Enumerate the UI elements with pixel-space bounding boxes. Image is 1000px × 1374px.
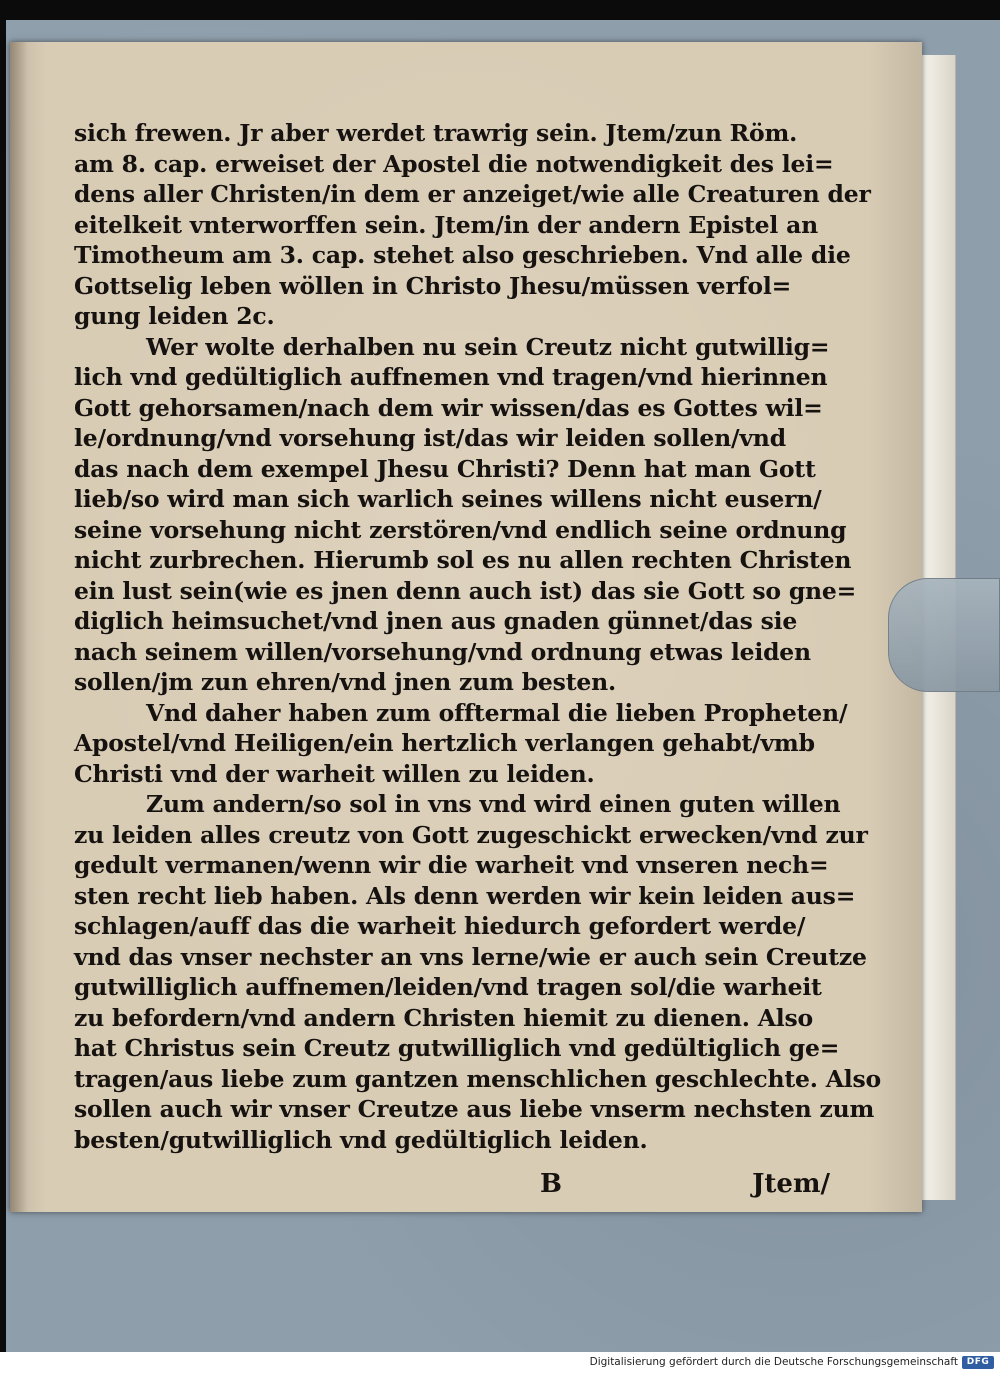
text-line: sten recht lieb haben. Als denn werden wir kein leiden aus= <box>74 881 856 910</box>
text-line: vnd das vnser nechster an vns lerne/wie er auch sein Creutze <box>74 942 867 971</box>
text-line: besten/gutwilliglich vnd gedültiglich leiden. <box>74 1125 648 1154</box>
text-line: zu befordern/vnd andern Christen hiemit zu dienen. Also <box>74 1003 813 1032</box>
footer-bar <box>0 1352 1000 1374</box>
paragraph-start-line: Zum andern/so sol in vns vnd wird einen guten willen <box>146 790 841 818</box>
text-line: ein lust sein(wie es jnen denn auch ist) das sie Gott so gne= <box>74 576 857 605</box>
signature-mark: B <box>540 1169 562 1199</box>
text-line: eitelkeit vnterworffen sein. Jtem/in der andern Epistel an <box>74 210 819 239</box>
gutter-shadow <box>10 42 28 1212</box>
catchword: Jtem/ <box>752 1169 830 1199</box>
text-line: sollen auch wir vnser Creutze aus liebe vnserm nechsten zum <box>74 1095 875 1123</box>
text-line: am 8. cap. erweiset der Apostel die notwendigkeit des lei= <box>74 149 834 178</box>
text-line: dens aller Christen/in dem er anzeiget/wie alle Creaturen der <box>74 180 871 208</box>
paragraph-start-line: Wer wolte derhalben nu sein Creutz nicht gutwillig= <box>146 332 830 361</box>
text-line: hat Christus sein Creutz gutwilliglich vnd gedültiglich ge= <box>74 1034 840 1062</box>
text-line: nicht zurbrechen. Hierumb sol es nu allen rechten Christen <box>74 546 852 574</box>
text-line: schlagen/auff das die warheit hiedurch gefordert werde/ <box>74 912 806 940</box>
text-line: Christi vnd der warheit willen zu leiden. <box>74 759 595 788</box>
text-line: lieb/so wird man sich warlich seines willens nicht eusern/ <box>74 485 822 513</box>
text-line: seine vorsehung nicht zerstören/vnd endlich seine ordnung <box>74 515 847 544</box>
text-line: Gott gehorsamen/nach dem wir wissen/das es Gottes wil= <box>74 393 823 422</box>
text-line: sollen/jm zun ehren/vnd jnen zum besten. <box>74 668 616 696</box>
page-footer-row <box>540 1164 830 1204</box>
text-line: tragen/aus liebe zum gantzen menschlichen geschlechte. Also <box>74 1064 881 1093</box>
text-line: gung leiden 2c. <box>74 302 275 330</box>
text-line: diglich heimsuchet/vnd jnen aus gnaden günnet/das sie <box>74 607 798 635</box>
dfg-logo: DFG <box>962 1356 994 1369</box>
text-line: das nach dem exempel Jhesu Christi? Denn hat man Gott <box>74 454 816 483</box>
text-line: le/ordnung/vnd vorsehung ist/das wir leiden sollen/vnd <box>74 424 786 452</box>
funding-credit: Digitalisierung gefördert durch die Deutsche Forschungsgemeinschaft <box>589 1356 958 1368</box>
text-line: Gottselig leben wöllen in Christo Jhesu/müssen verfol= <box>74 271 792 300</box>
text-line: nach seinem willen/vorsehung/vnd ordnung etwas leiden <box>74 637 811 666</box>
text-line: gedult vermanen/wenn wir die warheit vnd vnseren nech= <box>74 851 829 879</box>
text-line: lich vnd gedültiglich auffnemen vnd tragen/vnd hierinnen <box>74 363 828 391</box>
page-text <box>74 118 881 1155</box>
text-line: Timotheum am 3. cap. stehet also geschrieben. Vnd alle die <box>74 241 851 269</box>
text-line: zu leiden alles creutz von Gott zugeschickt erwecken/vnd zur <box>74 820 868 849</box>
text-line: Apostel/vnd Heiligen/ein hertzlich verlangen gehabt/vmb <box>74 729 815 757</box>
text-line: gutwilliglich auffnemen/leiden/vnd tragen sol/die warheit <box>74 973 822 1001</box>
paragraph-start-line: Vnd daher haben zum offtermal die lieben Propheten/ <box>146 698 848 727</box>
folder-clip-tab <box>888 578 1000 692</box>
text-line: sich frewen. Jr aber werdet trawrig sein. Jtem/zun Röm. <box>74 119 798 147</box>
